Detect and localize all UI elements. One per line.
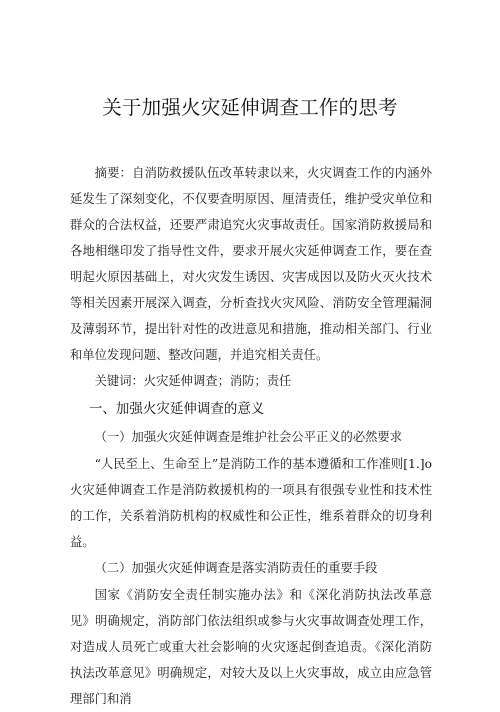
abstract-paragraph: 摘要：自消防救援队伍改革转隶以来，火灾调查工作的内涵外延发生了深刻变化，不仅要查明原因、厘清责任，维护受灾单位和群众的合法权益，还要严肃追究火灾事故责任。国家消防救援局和各地相继印发了指导性文件，要求开展火灾延伸调查工作，要在查明起火原因基础上，对火灾发生诱因、灾害成因以及防火灭火技术等相关因素开展深入调查，分析查找火灾风险、消防安全管理漏洞及薄弱环节，提出针对性的改进意见和措施，推动相关部门、行业和单位发现问题、整改问题，并追究相关责任。 <box>70 166 432 362</box>
section-heading-1: 一、加强火灾延伸调查的意义 <box>88 401 265 417</box>
subsection-heading-2: （二）加强火灾延伸调查是落实消防责任的重要手段 <box>94 561 378 575</box>
subsection-paragraph-2: 国家《消防安全责任制实施办法》和《深化消防执法改革意见》明确规定，消防部门依法组织或参与火灾事故调查处理工作，对造成人员死亡或重大社会影响的火灾逐起倒查追责。《深化消防执法改革意见》明确规定，对较大及以上火灾事故，成立由应急管理部门和消 <box>70 588 432 706</box>
document-body <box>70 160 432 712</box>
subsection-heading-1: （一）加强火灾延伸调查是维护社会公平正义的必然要求 <box>94 430 403 444</box>
subsection-paragraph-1: “人民至上、生命至上”是消防工作的基本遵循和工作准则[1.]o火灾延伸调查工作是消防救援机构的一项具有很强专业性和技术性的工作，关系着消防机构的权威性和公正性，维系着群众的切身利益。 <box>70 457 432 549</box>
keywords-line: 关键词：火灾延伸调查；消防；责任 <box>94 374 292 388</box>
document-title: 关于加强火灾延伸调查工作的思考 <box>102 96 398 119</box>
